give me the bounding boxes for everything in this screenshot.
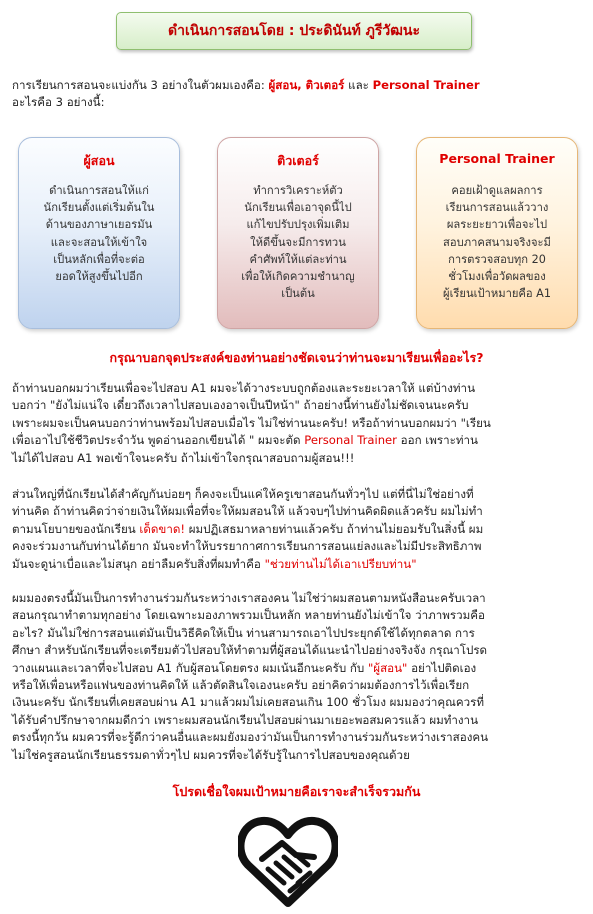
- paragraph-line: อย่าไปติดเอง: [407, 660, 477, 675]
- paragraph-line: ตรงนี้ทุกวัน ผมควรที่จะรู้ดีกว่าคนอื่นและผมยังมองว่ามันเป็นการทำงานร่วมกันระหว่างเราสองคน: [12, 730, 489, 745]
- paragraph-line: มันจะดูน่าเบื่อและไม่สนุก อย่าลืมครับสิ่งที่ผมทำคือ: [12, 556, 265, 571]
- card-personal-trainer: [416, 137, 578, 329]
- paragraph-line: ท่านคิด ถ้าท่านคิดว่าจ่ายเงินให้ผมเพื่อที่จะให้ผมสอนให้ แล้วจบๆไปท่านคิดผิดแล้วครับ ผมไม่ทำ: [12, 504, 483, 519]
- heart-handshake-icon: [238, 813, 338, 909]
- intro-highlight-trainer: Personal Trainer: [372, 78, 480, 92]
- paragraph-purpose: [12, 380, 582, 467]
- paragraph-line: ศึกษา สำหรับนักเรียนที่จะเตรียมตัวไปสอบให้ทำตามที่ผู้สอนได้แนะนำไปอย่างจริงจัง กรุณาโปรด: [12, 643, 488, 658]
- card-line: สอบภาคสนามจริงจะมี: [443, 235, 551, 249]
- paragraph-line: ได้รับคำปรึกษาจากผมดีกว่า เพราะผมสอนนักเรียนไปสอบผ่านมาเยอะพอสมควรแล้ว ผมทำงาน: [12, 712, 478, 727]
- page-title: ดำเนินการสอนโดย : ประดินันท์ ภูรีวัฒนะ: [167, 23, 421, 39]
- card-line: ด้านของภาษาเยอรมัน: [45, 218, 153, 232]
- card-body: [228, 182, 368, 302]
- intro-highlight-roles: ผู้สอน, ติวเตอร์: [268, 78, 345, 92]
- card-title: Personal Trainer: [439, 151, 555, 166]
- purpose-heading: กรุณาบอกจุดประสงค์ของท่านอย่างชัดเจนว่าท่านจะมาเรียนเพื่ออะไร?: [109, 350, 484, 365]
- card-line: นักเรียนตั้งแต่เริ่มต้นใน: [43, 201, 155, 215]
- intro-paragraph: [12, 77, 582, 112]
- card-body: [427, 182, 567, 302]
- paragraph-line: หรือให้เพื่อนหรือแฟนของท่านคิดให้ แล้วตัดสินใจเองนะครับ อย่าคิดว่าผมต้องการไว้เพื่อเรียก: [12, 678, 470, 693]
- paragraph-line: ผมมองตรงนี้มันเป็นการทำงานร่วมกันระหว่างเราสองคน ไม่ใช่ว่าผมสอนตามหนังสือนะครับเวลา: [12, 591, 486, 605]
- highlight-teacher: "ผู้สอน": [367, 660, 408, 675]
- card-line: ดำเนินการสอนให้แก่: [49, 184, 149, 197]
- highlight-motto: "ช่วยท่านไม่ได้เอาเปรียบท่าน": [264, 556, 417, 571]
- paragraph-line: บอกว่า "ยังไม่แน่ใจ เดี๋ยวถึงเวลาไปสอบเองอาจเป็นปีหน้า" ถ้าอย่างนี้ท่านยังไม่ชัดเจนนะครับ: [12, 398, 469, 413]
- card-line: คอยเฝ้าดูแลผลการ: [451, 184, 543, 197]
- card-line: แก้ไขปรับปรุงเพิ่มเติม: [246, 218, 350, 232]
- paragraph-line: คงจะร่วมงานกับท่านได้ยาก มันจะทำให้บรรยากาศการเรียนการสอนแย่ลงและไม่มีประสิทธิภาพ: [12, 539, 482, 554]
- paragraph-line: เพราะผมจะเป็นคนบอกว่าท่านพร้อมไปสอบเมื่อไร ไม่ใช่ท่านนะครับ! หรือถ้าท่านบอกผมว่า "เรียน: [12, 415, 491, 430]
- paragraph-line: วางแผนและเวลาที่จะไปสอบ A1 กับผู้สอนโดยตรง ผมเน้นอีกนะครับ กับ: [12, 660, 368, 675]
- paragraph-line: ถ้าท่านบอกผมว่าเรียนเพื่อจะไปสอบ A1 ผมจะได้วางระบบถูกต้องและระยะเวลาให้ แต่บ้างท่าน: [12, 381, 475, 395]
- card-line: ยอดให้สูงขึ้นไปอีก: [55, 270, 143, 284]
- card-line: และจะสอนให้เข้าใจ: [50, 235, 148, 249]
- card-line: เพื่อให้เกิดความชำนาญ: [241, 270, 355, 284]
- paragraph-line: อะไร? มันไม่ใช่การสอนแต่มันเป็นวิธีคิดให้เป็น ท่านสามารถเอาไปประยุกต์ใช้ได้ทุกตลาด การ: [12, 625, 475, 640]
- card-line: คำศัพท์ให้แต่ละท่าน: [249, 252, 347, 266]
- card-line: ผู้เรียนเป้าหมายคือ A1: [443, 287, 551, 301]
- paragraph-line: ผมปฏิเสธมาหลายท่านแล้วครับ ถ้าท่านไม่ยอมรับในสิ่งนี้ ผม: [185, 521, 484, 536]
- paragraph-policy: [12, 486, 582, 573]
- card-line: เป็นหลักเพื่อที่จะต่อ: [53, 252, 145, 266]
- paragraph-line: ออก เพราะท่าน: [396, 433, 478, 448]
- intro-question: อะไรคือ 3 อย่างนี้:: [12, 95, 105, 110]
- paragraph-cooperation: [12, 590, 582, 764]
- page-title-banner: [116, 12, 472, 50]
- card-title: ผู้สอน: [83, 153, 115, 168]
- closing-heading: โปรดเชื่อใจผมเป้าหมายคือเราจะสำเร็จรวมกัน: [172, 784, 421, 799]
- card-line: เรียนการสอนแล้ววาง: [445, 201, 549, 215]
- card-line: ให้ดีขึ้นจะมีการทวน: [250, 235, 346, 249]
- card-body: [29, 182, 169, 285]
- highlight-strict: เด็ดขาด!: [139, 521, 186, 536]
- paragraph-line: ไม่ได้ไปสอบ A1 พอเข้าใจนะครับ ถ้าไม่เข้าใจกรุณาสอบถามผู้สอน!!!: [12, 450, 355, 465]
- card-tutor: [217, 137, 379, 329]
- paragraph-line: เพื่อเอาไปใช้ชีวิตประจำวัน พูดอ่านออกเขียนได้ " ผมจะตัด: [12, 433, 305, 448]
- paragraph-line: เงินนะครับ นักเรียนที่เคยสอบผ่าน A1 มาแล้วผมไม่เคยสอนเกิน 100 ชั่วโมง ผมมองว่าคุณควรที่: [12, 695, 485, 710]
- card-line: ทำการวิเคราะห์ตัว: [253, 184, 343, 197]
- intro-text: การเรียนการสอนจะแบ่งกัน 3 อย่างในตัวผมเองคือ:: [12, 78, 269, 92]
- card-teacher: [18, 137, 180, 329]
- card-line: เป็นต้น: [281, 287, 315, 301]
- intro-text-and: และ: [344, 78, 373, 92]
- card-line: นักเรียนเพื่อเอาจุดนี้ไป: [244, 201, 352, 215]
- card-line: ชั่วโมงเพื่อวัดผลของ: [448, 270, 546, 284]
- paragraph-line: ตามนโยบายของนักเรียน: [12, 521, 140, 536]
- card-title: ติวเตอร์: [277, 153, 319, 168]
- paragraph-line: ไม่ใช่ครูสอนนักเรียนธรรมดาทั่วๆไป ผมควรที่จะได้รับรู้ในการไปสอบของคุณด้วย: [12, 747, 410, 762]
- highlight-personal-trainer: Personal Trainer: [304, 433, 397, 448]
- paragraph-line: ส่วนใหญ่ที่นักเรียนได้สำคัญกันบ่อยๆ ก็คงจะเป็นแค่ให้ครูเขาสอนกันทั่วๆไป แต่ที่นี่ไม่ใช่อย่างที่: [12, 487, 474, 501]
- card-line: การตรวจสอบทุก 20: [448, 252, 546, 266]
- paragraph-line: สอนกรุณาทำตามทุกอย่าง โดยเฉพาะมองภาพรวมเป็นหลัก หลายท่านยังไม่เข้าใจ ว่าภาพรวมคือ: [12, 608, 486, 623]
- card-line: ผลระยะยาวเพื่อจะไป: [446, 218, 548, 232]
